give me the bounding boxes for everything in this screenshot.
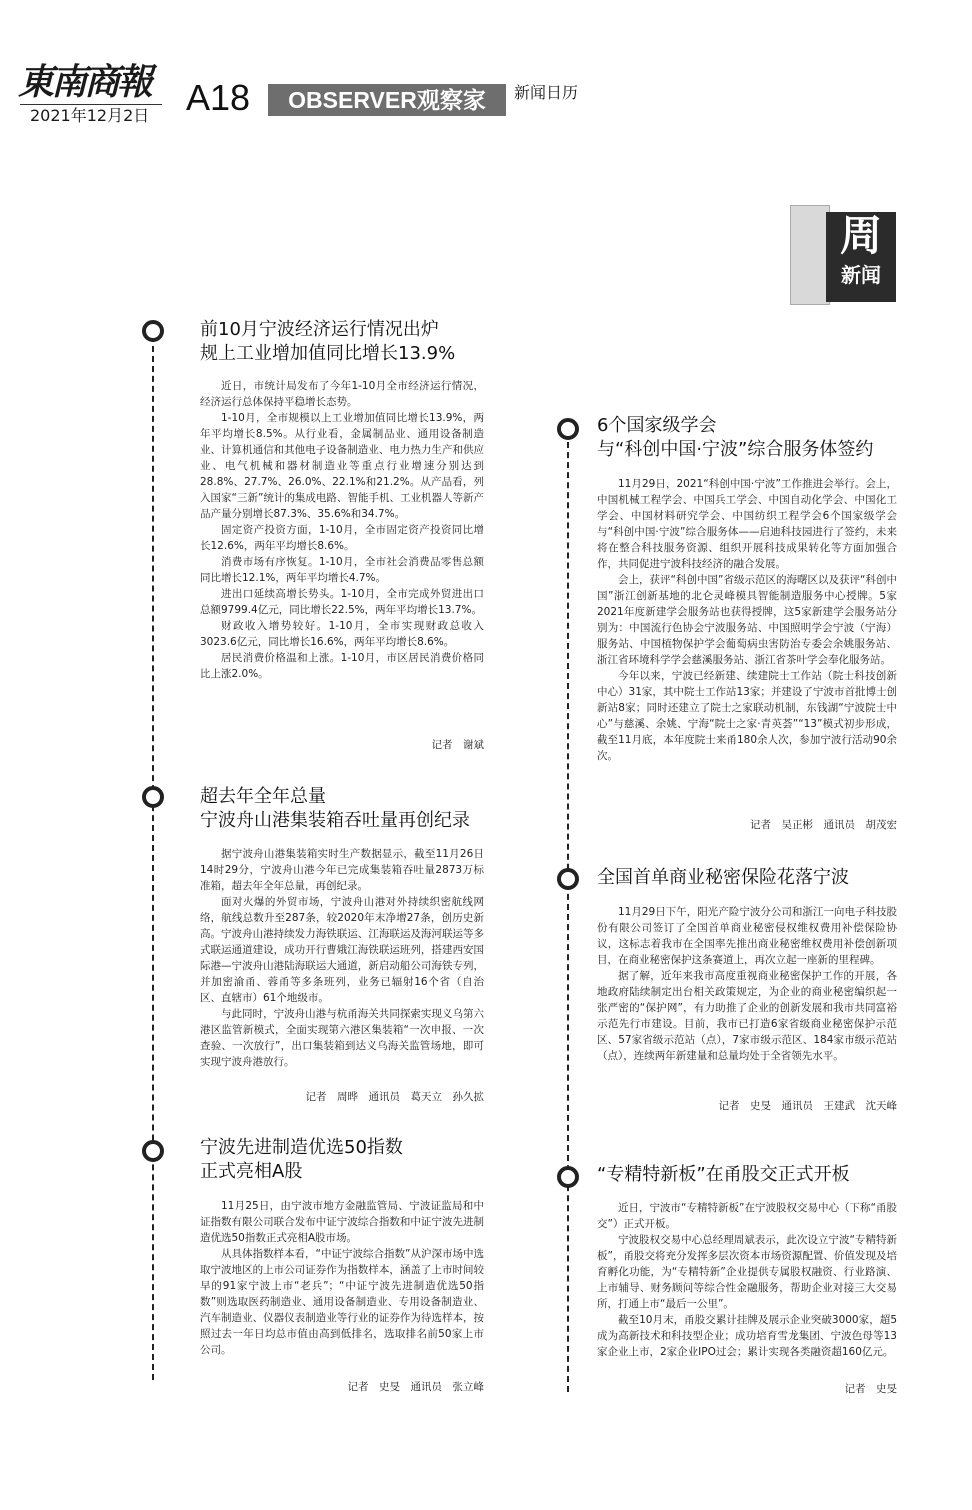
masthead-rule	[20, 104, 162, 105]
timeline-node	[557, 418, 579, 440]
timeline-node	[142, 1140, 164, 1162]
article-byline: 记者 史旻 通讯员 王建武 沈天峰	[718, 1100, 897, 1112]
section-banner: OBSERVER观察家	[268, 84, 506, 116]
timeline-node	[557, 1166, 579, 1188]
article-body: 11月29日，2021“科创中国·宁波”工作推进会举行。会上，中国机械工程学会、中国兵工学会、中国自动化学会、中国化工学会、中国材料研究学会、中国纺织工程学会6个国家级学会与“科创中国·宁波”综合服务体——启迪科技园进行了签约，未来将在整合科技服务资源、组织开展科技成果转化等方面加强合作，共同促进宁波科技经济的融合发展。 会上，获评“科创中国”省级示范区的海曙区以及获评“科创中国”浙江创新基地的北仑灵峰模具智能制造服务中心授牌。5家2021年度新建学会服务站也获得授牌，这5家新建学会服务站分别为：中国流行色协会宁波服务站、中国照明学会宁波（宁海）服务站、中国植物保护学会葡萄病虫害防治专委会余姚服务站、浙江省环境科学学会慈溪服务站、浙江省茶叶学会奉化服务站。 今年以来，宁波已经新建、续建院士工作站（院士科技创新中心）31家，其中院士工作站13家；并建设了宁波市首批博士创新站8家；同时还建立了院士之家联动机制，东钱湖“宁波院士中心”与慈溪、余姚、宁海“院士之家·青英荟”“13”模式初步形成，截至11月底，本年度院士来甬180余人次，参加宁波行活动90余次。	[597, 478, 897, 762]
article-title: 6个国家级学会 与“科创中国·宁波”综合服务体签约	[597, 415, 874, 460]
article-body: 据宁波舟山港集装箱实时生产数据显示，截至11月26日14时29分，宁波舟山港今年已完成集装箱吞吐量2873万标准箱，超去年全年总量，再创纪录。 面对火爆的外贸市场，宁波舟山港对外持续织密航线网络，航线总数升至287条，较2020年末净增27条，创历史新高。宁波舟山港持续发力海铁联运、江海联运及海河联运等多式联运通道建设，成功开行曹娥江海铁联运班列，搭建西安国际港—宁波舟山港陆海联运大通道，新启动船公司海铁专列，并加密渝甬、蓉甬等多条班列，业务已辐射16个省（自治区、直辖市）61个地级市。 与此同时，宁波舟山港与杭甬海关共同探索实现义乌第六港区监管新模式，全面实现第六港区集装箱“一次申报、一次查验、一次放行”，出口集装箱到达义乌海关监管场地，即可实现宁波舟港放行。	[200, 848, 484, 1068]
masthead-logo: 東南商報	[18, 61, 151, 103]
page-number: A18	[186, 77, 251, 118]
badge-number-block	[790, 205, 830, 305]
right-timeline	[567, 432, 569, 1392]
subsection-label: 新闻日历	[514, 83, 579, 102]
article-body: 11月29日下午，阳光产险宁波分公司和浙江一向电子科技股份有限公司签订了全国首单商业秘密侵权维权费用补偿保险协议，这标志着我市在全国率先推出商业秘密维权费用补偿创新项目，在商业秘密保护这条赛道上，再次立起一座新的里程碑。 据了解，近年来我市高度重视商业秘密保护工作的开展，各地政府陆续制定出台相关政策规定，为企业的商业秘密编织起一张严密的“保护网”，有力助推了企业的创新发展和我市共同富裕示范先行市建设。目前，我市已打造6家省级商业秘密保护示范区、57家省级示范站（点），7家市级示范区、184家市级示范站（点），连续两年新建量和总量均处于全省领先水平。	[597, 906, 897, 1062]
issue-date: 2021年12月2日	[30, 106, 150, 125]
article-byline: 记者 史旻 通讯员 张立峰	[347, 1381, 484, 1393]
article-title: 前10月宁波经济运行情况出炉 规上工业增加值同比增长13.9%	[200, 319, 456, 364]
badge-char-week: 周	[839, 211, 882, 260]
article-title: 宁波先进制造优选50指数 正式亮相A股	[200, 1137, 403, 1182]
article-title: 超去年全年总量 宁波舟山港集装箱吞吐量再创纪录	[200, 786, 470, 831]
timeline-node	[557, 868, 579, 890]
article-body: 11月25日，由宁波市地方金融监管局、宁波证监局和中证指数有限公司联合发布中证宁波综合指数和中证宁波先进制造优选50指数正式亮相A股市场。 从具体指数样本看，“中证宁波综合指数”从沪深市场中选取宁波地区的上市公司证券作为指数样本，涵盖了上市时间较早的91家宁波上市“老兵”；“中证宁波先进制造优选50指数”则选取医药制造业、通用设备制造业、专用设备制造业、汽车制造业、仪器仪表制造业等行业的证券作为待选样本，按照过去一年日均总市值由高到低排名，选取排名前50家上市公司。	[200, 1200, 484, 1356]
article-byline: 记者 吴正彬 通讯员 胡茂宏	[750, 819, 897, 831]
article-title: “专精特新板”在甬股交正式开板	[597, 1164, 850, 1185]
article-byline: 记者 谢斌	[431, 739, 484, 751]
article-body: 近日，市统计局发布了今年1-10月全市经济运行情况，经济运行总体保持平稳增长态势。 1-10月，全市规模以上工业增加值同比增长13.9%，两年平均增长8.5%。从行业看，金属制品业、通用设备制造业、计算机通信和其他电子设备制造业、电力热力生产和供应业、电气机械和器材制造业等重点行业增速分别达到28.8%、27.7%、26.0%、22.1%和21.2%。从产品看，列入国家“三新”统计的集成电路、智能手机、工业机器人等新产品产量分别增长87.3%、35.6%和34.7%。 固定资产投资方面，1-10月，全市固定资产投资同比增长12.6%，两年平均增长8.6%。 消费市场有序恢复。1-10月，全市社会消费品零售总额同比增长12.1%，两年平均增长4.7%。 进出口延续高增长势头。1-10月，全市完成外贸进出口总额9799.4亿元，同比增长22.5%，两年平均增长13.7%。 财政收入增势较好。1-10月，全市实现财政总收入3023.6亿元，同比增长16.6%，两年平均增长8.6%。 居民消费价格温和上涨。1-10月，市区居民消费价格同比上涨2.0%。	[200, 380, 484, 680]
article-title: 全国首单商业秘密保险花落宁波	[597, 867, 849, 888]
weekly-news-badge	[826, 212, 896, 302]
article-byline: 记者 周晔 通讯员 葛天立 孙久拡	[305, 1091, 484, 1103]
timeline-node	[142, 320, 164, 342]
timeline-node	[142, 786, 164, 808]
article-body: 近日，宁波市“专精特新板”在宁波股权交易中心（下称“甬股交”）正式开板。 宁波股权交易中心总经理周斌表示，此次设立宁波“专精特新板”，甬股交将充分发挥多层次资本市场资源配置、价值发现及培育孵化功能，为“专精特新”企业提供专属股权融资、行业路演、上市辅导、财务顾问等综合性金融服务，帮助企业对接三大交易所，打通上市“最后一公里”。 截至10月末，甬股交累计挂牌及展示企业突破3000家，超5成为高新技术和科技型企业；成功培育雪龙集团、宁波色母等13家企业上市，2家企业IPO过会；累计实现各类融资超160亿元。	[597, 1202, 897, 1358]
article-byline: 记者 史旻	[844, 1383, 897, 1395]
badge-char-news: 新闻	[841, 263, 881, 287]
left-timeline	[152, 336, 154, 1380]
